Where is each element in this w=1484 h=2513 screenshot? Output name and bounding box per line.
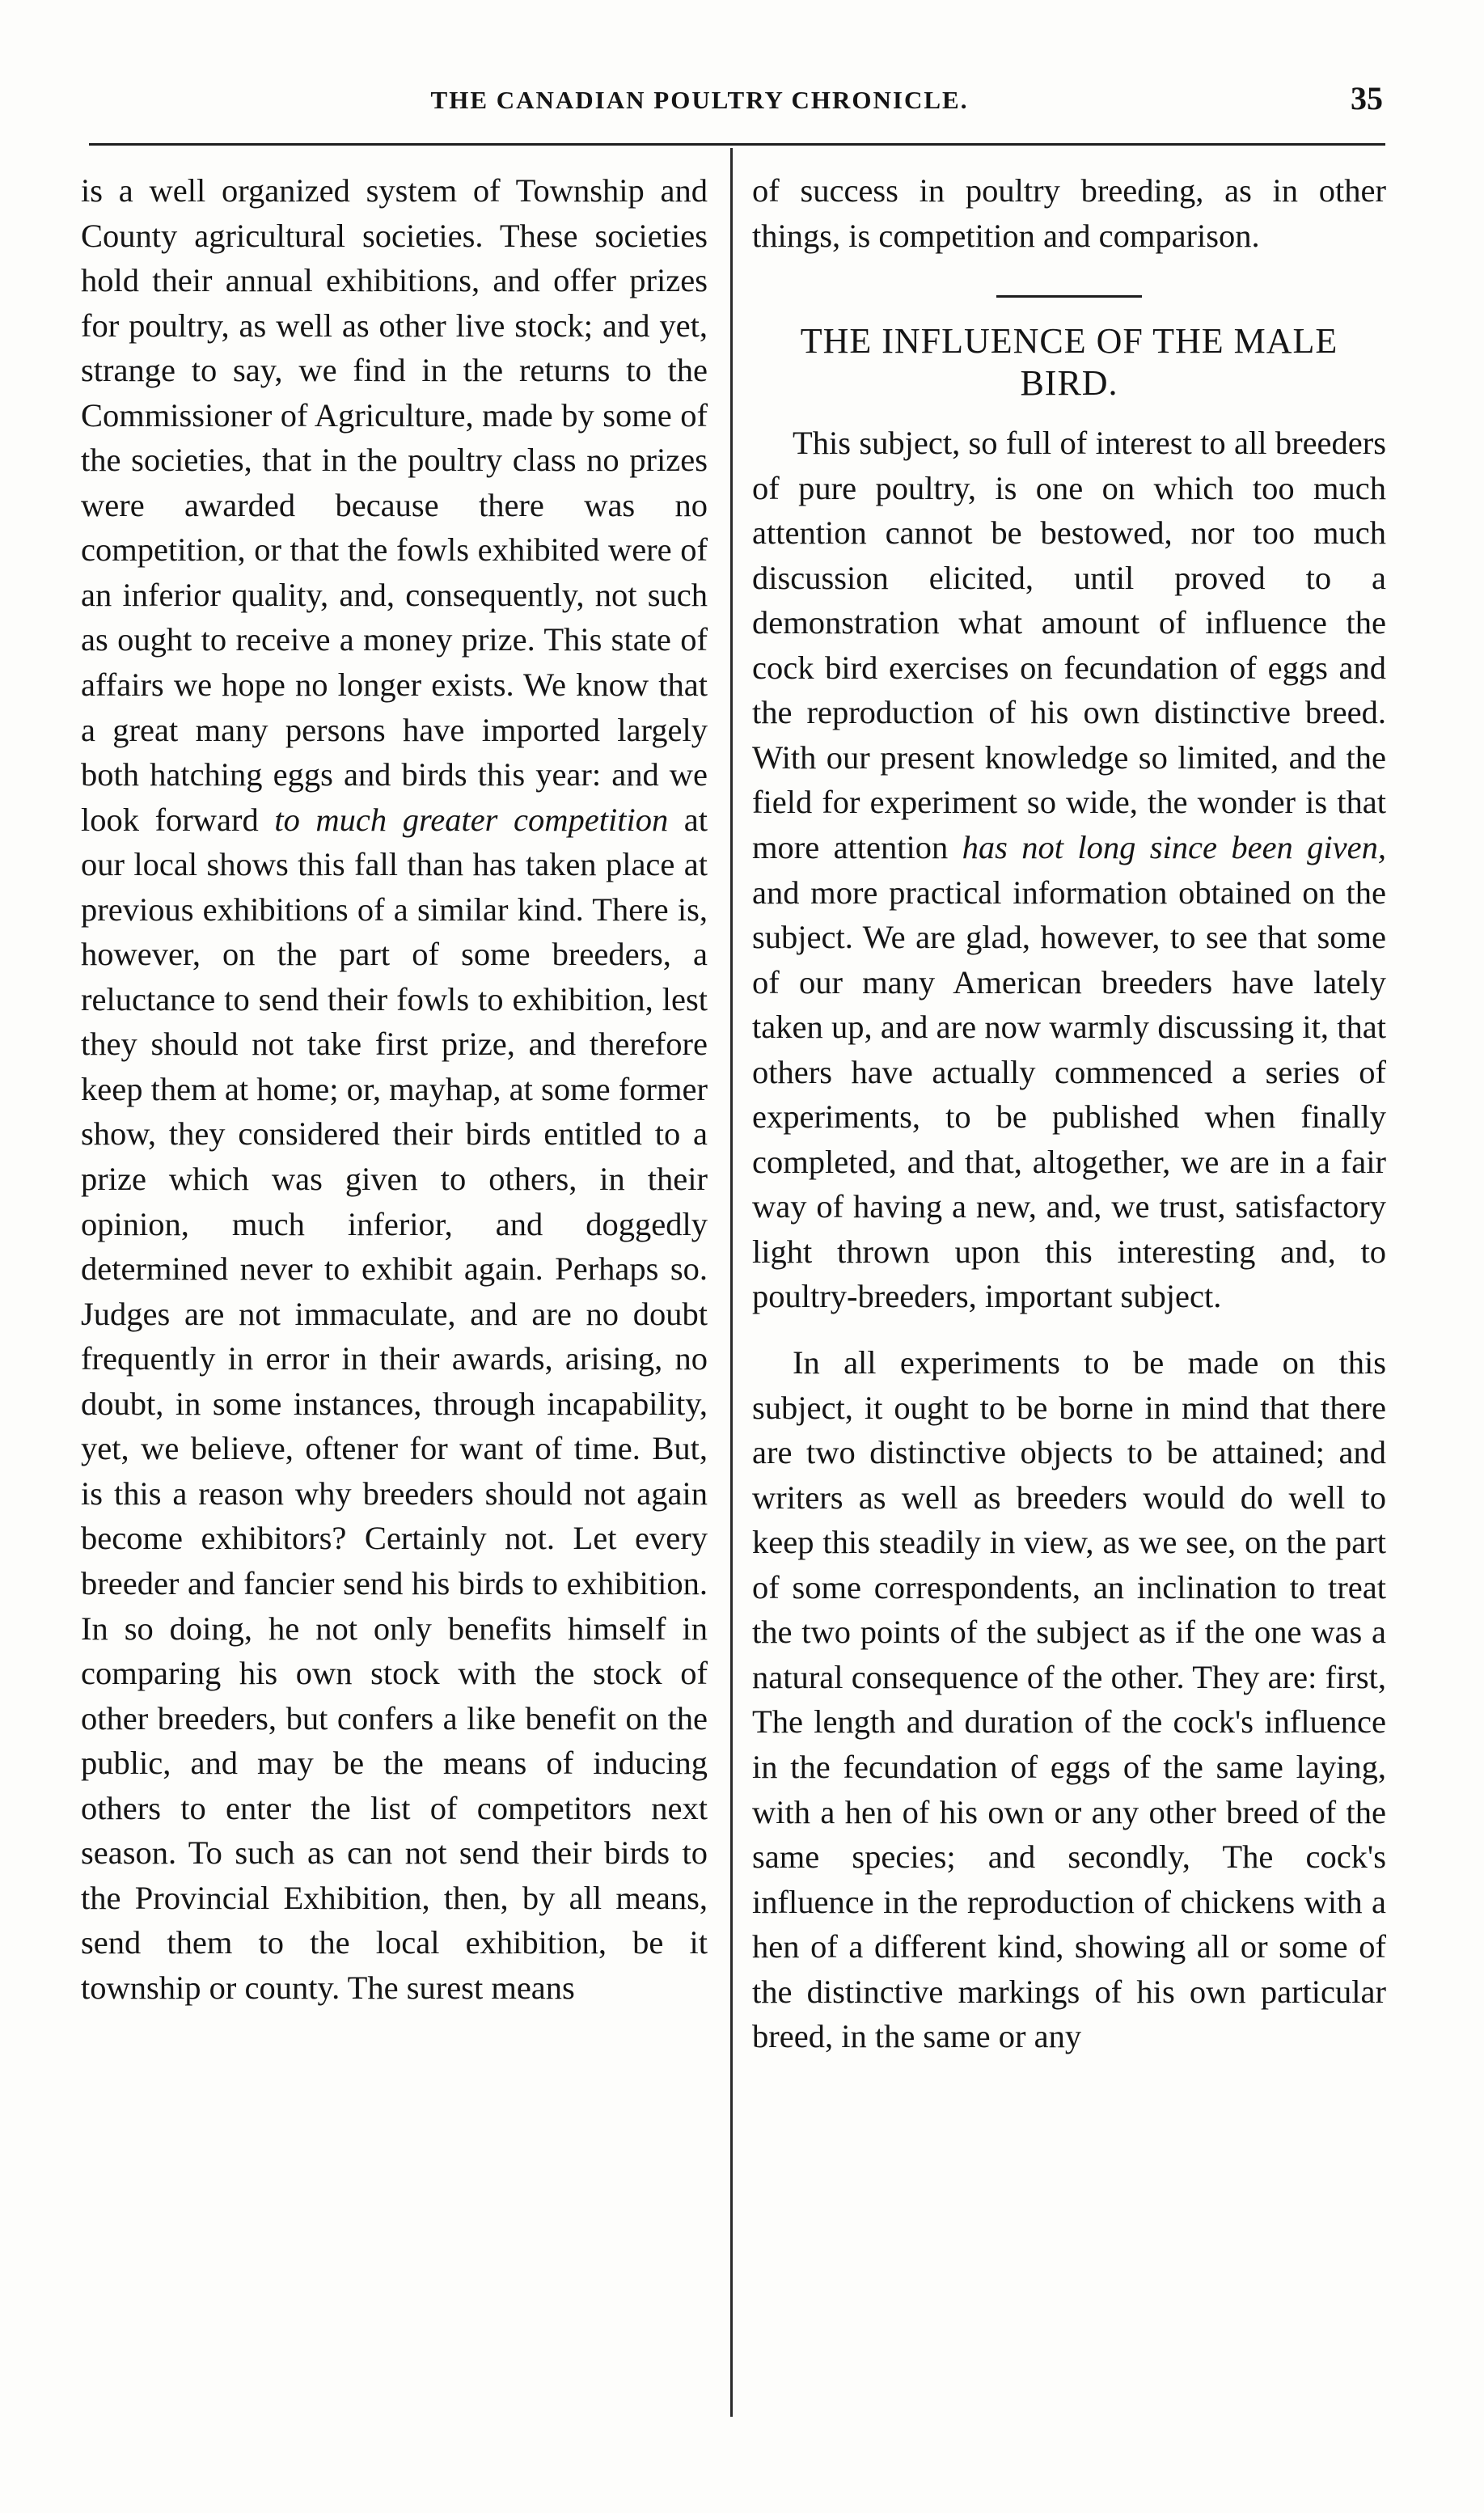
left-text-part-2: at our local shows this fall than has taken place at previous exhibitions of a similar kind. There is, however, on the part of some breeders, a reluctance to send their fowls to exhibition, lest they should not take first prize, and therefore keep them at home; or, mayhap, at some former show, they considered their birds entitled to a prize which was given to others, in their opinion, much inferior, and doggedly determined never to exhibit again. Perhaps so. Judges are not immaculate, and are no doubt frequently in error in their awards, arising, no doubt, in some instances, through incapability, yet, we believe, oftener for want of time. But, is this a reason why breeders should not again become exhibitors? Certainly not. Let every breeder and fancier send his birds to exhibition. In so doing, he not only benefits himself in comparing his own stock with the stock of other breeders, but confers a like benefit on the public, and may be the means of inducing others to enter the list of competitors next season. To such as can not send their birds to the Provincial Exhibition, then, by all means, send them to the local exhibition, be it township or county. The surest means bbox=[81, 801, 708, 2006]
continued-paragraph: of success in poultry breeding, as in other things, is competition and comparison. bbox=[752, 172, 1386, 254]
left-italic-phrase: to much greater competition bbox=[274, 801, 669, 838]
running-header: THE CANADIAN POULTRY CHRONICLE. bbox=[430, 86, 969, 114]
left-column bbox=[81, 168, 708, 2010]
left-text-part-1: is a well organized system of Township and County agricultural societies. These societies hold their annual exhibitions, and offer prizes for poultry, as well as other live stock; and yet, strange to say, we find in the returns to the Commissioner of Agriculture, made by some of the societies, that in the poultry class no prizes were awarded because there was no competition, or that the fowls exhibited were of an inferior quality, and, consequently, not such as ought to receive a money prize. This state of affairs we hope no longer exists. We know that a great many persons have imported largely both hatching eggs and birds this year: and we look forward bbox=[81, 172, 708, 838]
column-divider bbox=[730, 148, 733, 2417]
paragraph-gap bbox=[752, 1319, 1386, 1340]
page-number: 35 bbox=[1351, 80, 1383, 116]
article-paragraph-2: In all experiments to be made on this subject, it ought to be borne in mind that there are two distinctive objects to be attained; and writers as well as breeders would do well to keep this steadily in view, as we see, on the part of some correspondents, an inclination to treat the two points of the subject as if the one was a natural consequence of the other. They are: first, The length and duration of the cock's influence in the fecundation of eggs of the same laying, with a hen of his own or any other breed of the same species; and secondly, The cock's influence in the reproduction of chickens with a hen of a different kind, showing all or some of the distinctive markings of his own particular breed, in the same or any bbox=[752, 1344, 1386, 2055]
right-column bbox=[752, 168, 1386, 2059]
article-heading: THE INFLUENCE OF THE MALE BIRD. bbox=[800, 321, 1338, 404]
para1-text-part-2: and more practical information obtained on the subject. We are glad, however, to see that some of our many American breeders have lately taken up, and are now warmly discussing it, that others have actually commenced a series of experiments, to be published when finally completed, and that, altogether, we are in a fair way of having a new, and, we trust, satisfactory light thrown upon this interesting and, to poultry-breeders, important subject. bbox=[752, 874, 1386, 1315]
para1-text-part-1: This subject, so full of interest to all breeders of pure poultry, is one on which too much attention cannot be bestowed, nor too much discussion elicited, until proved to a demonstration what amount of influence the cock bird exercises on fecundation of eggs and the reproduction of his own distinctive breed. With our present knowledge so limited, and the field for experiment so wide, the wonder is that more attention bbox=[752, 425, 1386, 866]
header-rule bbox=[89, 143, 1385, 146]
section-rule bbox=[996, 295, 1142, 298]
left-column-paragraph bbox=[81, 168, 708, 2010]
article-paragraph-1 bbox=[752, 421, 1386, 1319]
para1-italic-phrase: has not long since been given, bbox=[962, 829, 1387, 866]
